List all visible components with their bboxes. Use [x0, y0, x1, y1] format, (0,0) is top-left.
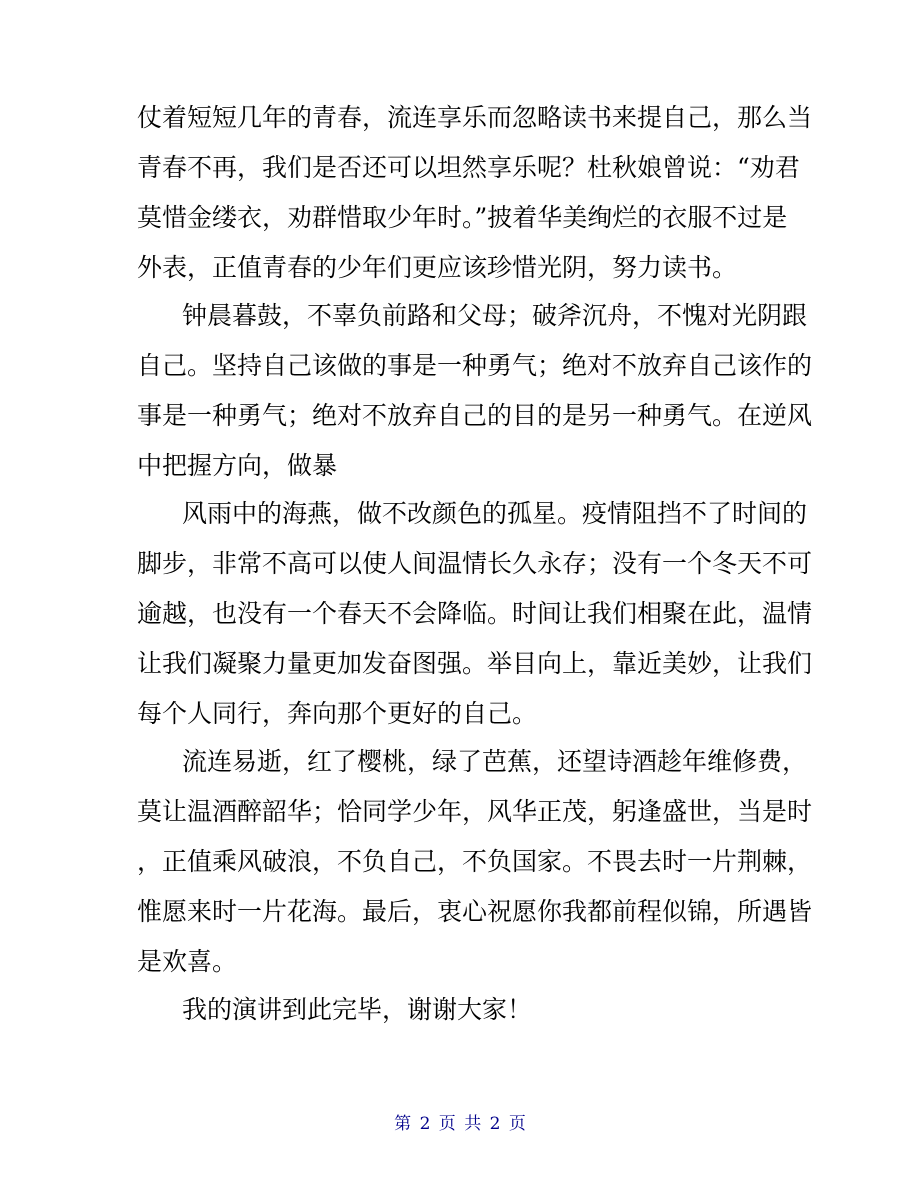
text-line: 中把握方向，做暴 [137, 451, 338, 480]
text-line: 风雨中的海燕，做不改颜色的孤星。疫情阻挡不了时间的 [182, 499, 808, 528]
text-line: 仗着短短几年的青春，流连享乐而忽略读书来提自己，那么当 [137, 103, 813, 132]
text-line: 每个人同行，奔向那个更好的自己。 [137, 699, 538, 728]
text-line: 流连易逝，红了樱桃，绿了芭蕉，还望诗酒趁年维修费， [182, 747, 808, 776]
text-line: 莫让温酒醉韶华；恰同学少年，风华正茂，躬逢盛世，当是时 [137, 797, 813, 826]
text-line: 青春不再，我们是否还可以坦然享乐呢？杜秋娘曾说：“劝君 [137, 153, 800, 182]
text-line: ，正值乘风破浪，不负自己，不负国家。不畏去时一片荆棘， [137, 847, 813, 876]
page-number-footer: 第 2 页 共 2 页 [394, 1114, 526, 1134]
text-line: 我的演讲到此完毕，谢谢大家！ [182, 995, 533, 1024]
text-line: 脚步，非常不高可以使人间温情长久永存；没有一个冬天不可 [137, 549, 813, 578]
text-line: 事是一种勇气；绝对不放弃自己的目的是另一种勇气。在逆风 [137, 401, 813, 430]
text-line: 钟晨暮鼓，不辜负前路和父母；破斧沉舟，不愧对光阴跟 [182, 301, 808, 330]
text-line: 自己。坚持自己该做的事是一种勇气；绝对不放弃自己该作的 [137, 351, 813, 380]
text-line: 逾越，也没有一个春天不会降临。时间让我们相聚在此，温情 [137, 599, 813, 628]
text-line: 外表，正值青春的少年们更应该珍惜光阴，努力读书。 [137, 253, 738, 282]
text-line: 让我们凝聚力量更加发奋图强。举目向上，靠近美妙，让我们 [137, 649, 813, 678]
text-line: 是欢喜。 [137, 947, 238, 976]
text-line: 莫惜金缕衣，劝群惜取少年时。”披着华美绚烂的衣服不过是 [137, 203, 788, 232]
text-line: 惟愿来时一片花海。最后，衷心祝愿你我都前程似锦，所遇皆 [137, 897, 813, 926]
